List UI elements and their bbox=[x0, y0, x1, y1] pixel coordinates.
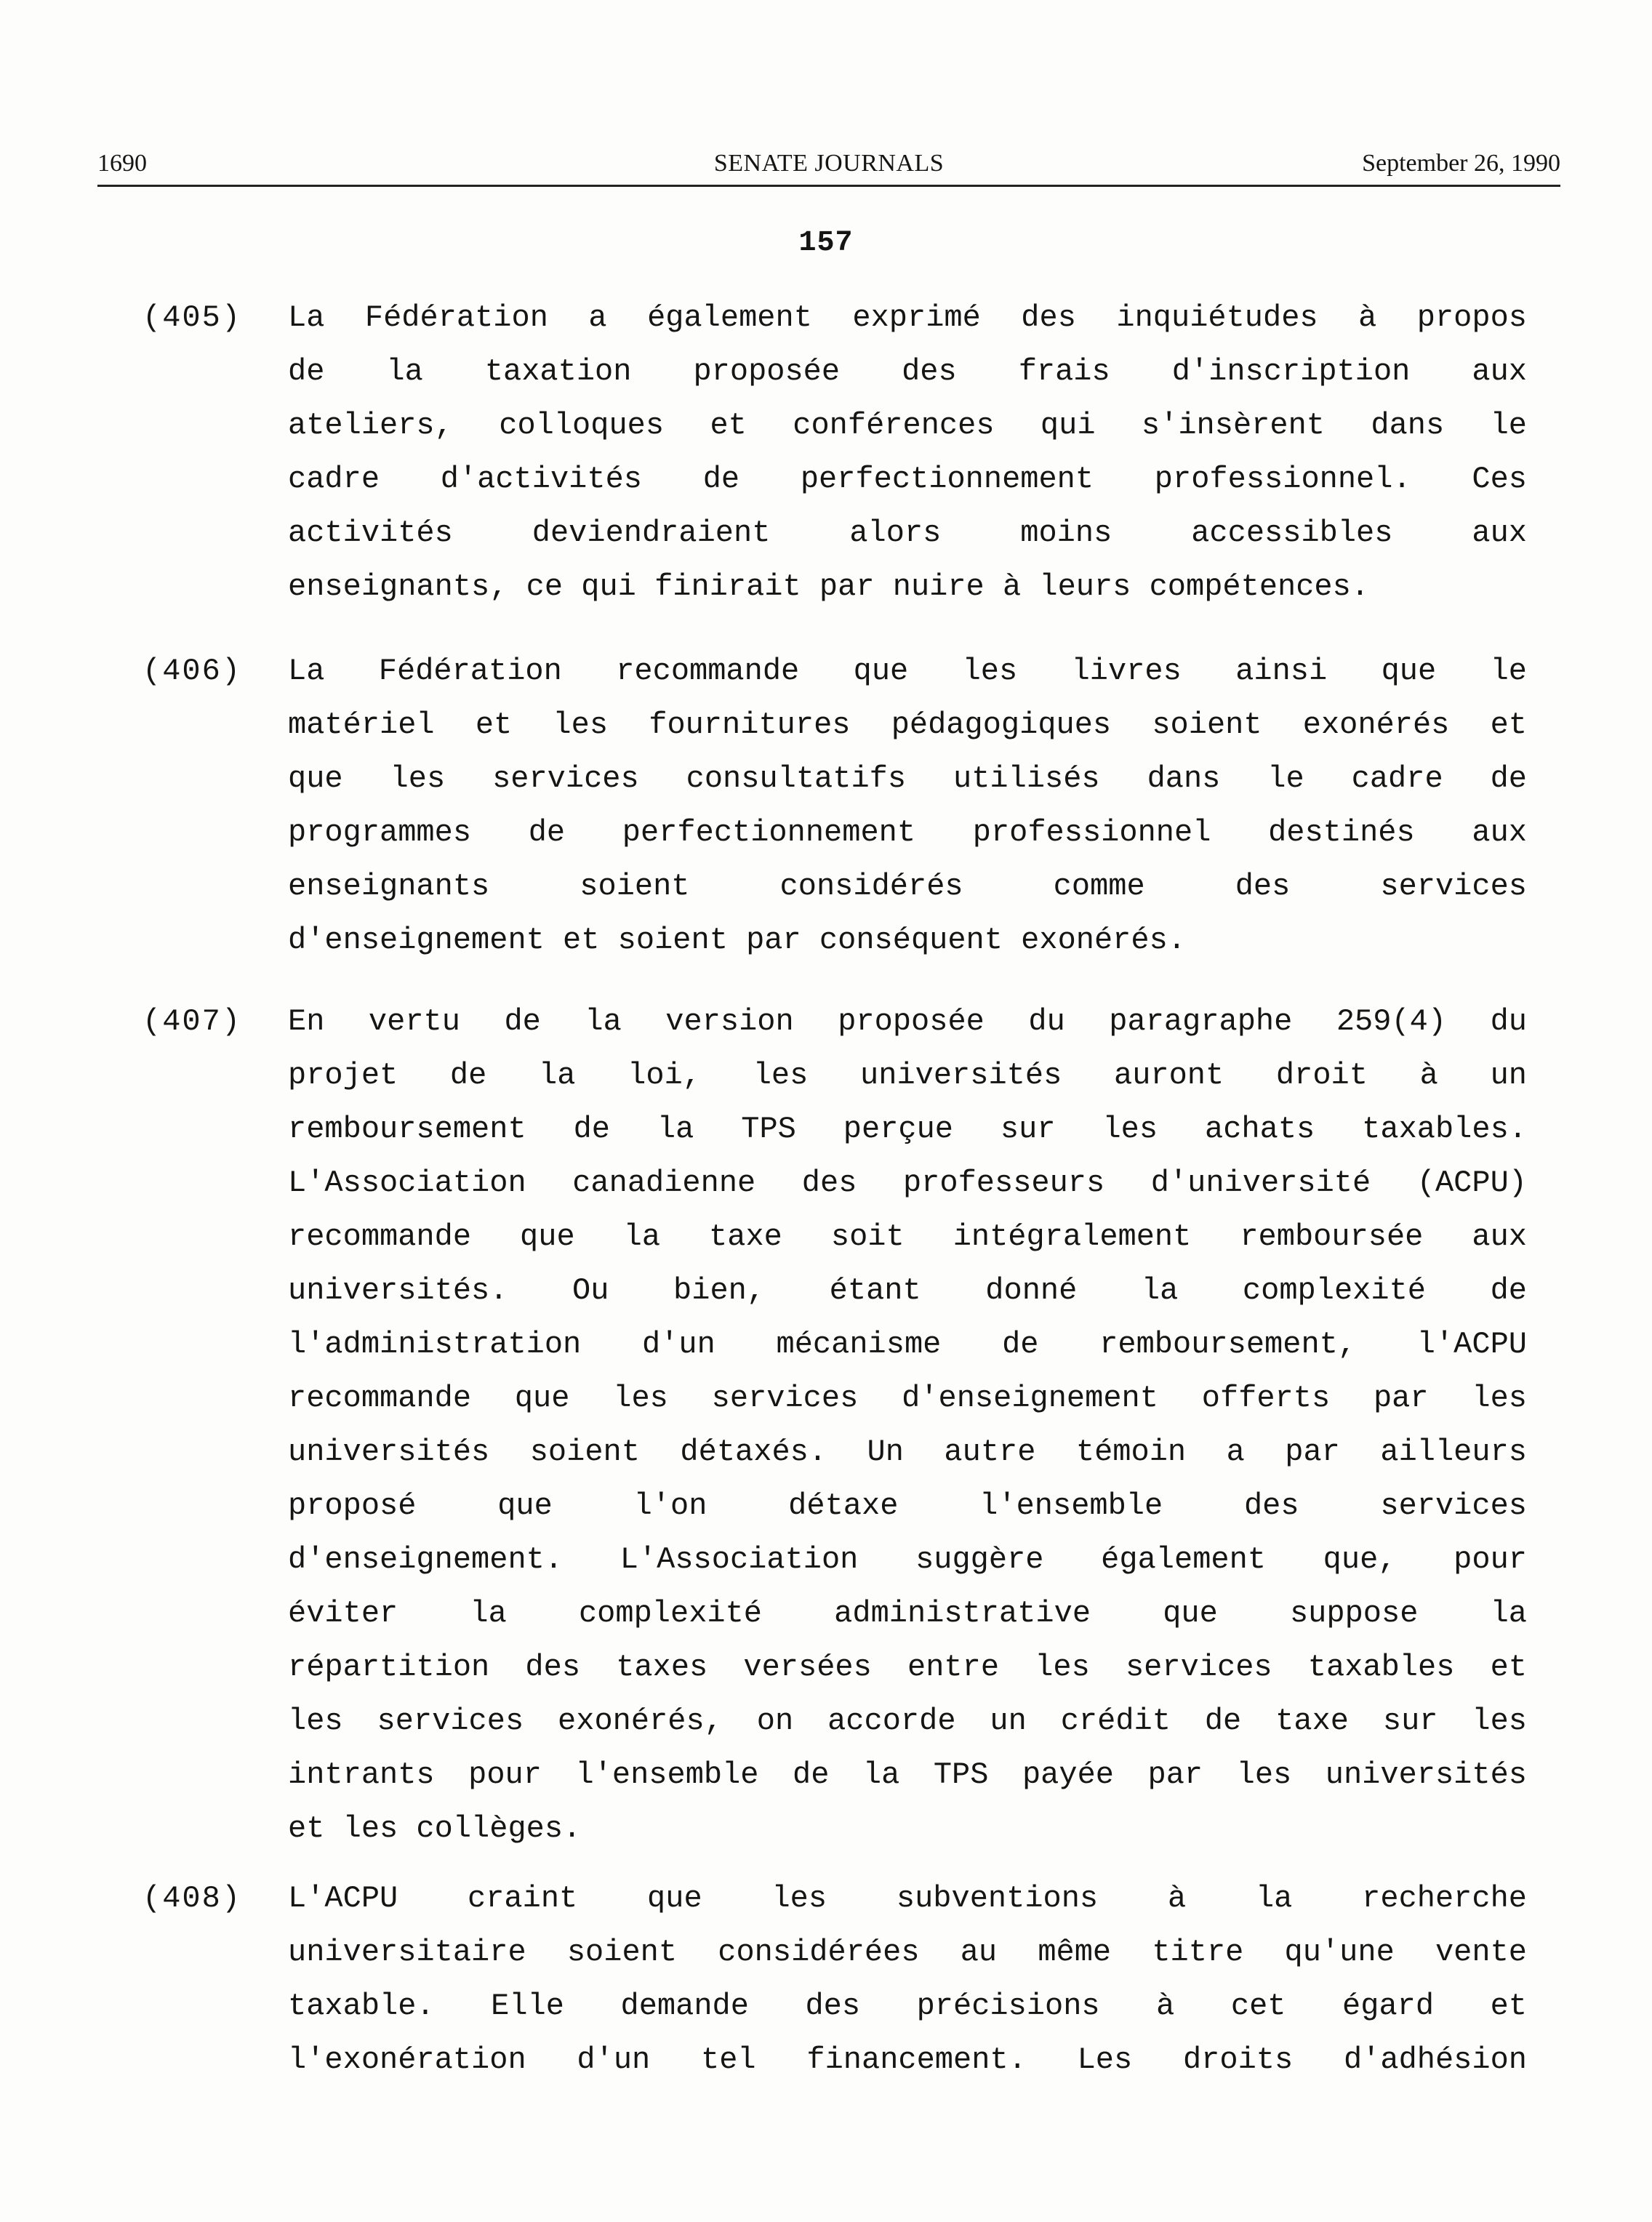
header-journal-title: SENATE JOURNALS bbox=[713, 150, 945, 177]
paragraph-number: (405) bbox=[143, 300, 242, 335]
text-line: l'administration d'un mécanisme de remboursement, l'ACPU bbox=[288, 1327, 1527, 1362]
text-line: La Fédération recommande que les livres ainsi que le bbox=[288, 654, 1527, 689]
text-line: recommande que la taxe soit intégralement remboursée aux bbox=[288, 1219, 1527, 1254]
text-line: La Fédération a également exprimé des inquiétudes à propos bbox=[288, 300, 1527, 335]
text-line: universités. Ou bien, étant donné la complexité de bbox=[288, 1273, 1527, 1308]
text-line: répartition des taxes versées entre les services taxables et bbox=[288, 1650, 1527, 1685]
text-line: intrants pour l'ensemble de la TPS payée par les universités bbox=[288, 1757, 1527, 1792]
text-line: activités deviendraient alors moins accessibles aux bbox=[288, 516, 1527, 550]
text-line: programmes de perfectionnement professionnel destinés aux bbox=[288, 815, 1527, 850]
paragraph-text bbox=[288, 1872, 1527, 2087]
paragraph-407 bbox=[143, 995, 1539, 1856]
paragraph-406 bbox=[143, 644, 1539, 967]
text-line: l'exonération d'un tel financement. Les droits d'adhésion bbox=[288, 2042, 1527, 2077]
text-line: En vertu de la version proposée du paragraphe 259(4) du bbox=[288, 1004, 1527, 1039]
text-line: cadre d'activités de perfectionnement professionnel. Ces bbox=[288, 462, 1527, 497]
paragraph-number: (406) bbox=[143, 654, 242, 689]
text-line: remboursement de la TPS perçue sur les achats taxables. bbox=[288, 1112, 1527, 1147]
page-number: 157 bbox=[798, 227, 854, 260]
text-line: et les collèges. bbox=[288, 1811, 582, 1846]
running-header bbox=[97, 143, 1560, 187]
text-line: d'enseignement. L'Association suggère également que, pour bbox=[288, 1542, 1527, 1577]
text-line: universités soient détaxés. Un autre témoin a par ailleurs bbox=[288, 1435, 1527, 1469]
text-line: L'ACPU craint que les subventions à la recherche bbox=[288, 1881, 1527, 1916]
header-date: September 26, 1990 bbox=[1362, 150, 1560, 177]
text-line: que les services consultatifs utilisés dans le cadre de bbox=[288, 761, 1527, 796]
paragraph-text bbox=[288, 995, 1527, 1856]
paragraph-408 bbox=[143, 1872, 1539, 2087]
text-line: éviter la complexité administrative que suppose la bbox=[288, 1596, 1527, 1631]
text-line: taxable. Elle demande des précisions à cet égard et bbox=[288, 1989, 1527, 2024]
text-line: enseignants, ce qui finirait par nuire à leurs compétences. bbox=[288, 569, 1370, 604]
text-line: de la taxation proposée des frais d'inscription aux bbox=[288, 354, 1527, 389]
text-line: ateliers, colloques et conférences qui s'insèrent dans le bbox=[288, 408, 1527, 443]
paragraph-number: (408) bbox=[143, 1881, 242, 1916]
text-line: L'Association canadienne des professeurs d'université (ACPU) bbox=[288, 1166, 1527, 1200]
text-line: matériel et les fournitures pédagogiques soient exonérés et bbox=[288, 707, 1527, 742]
text-line: universitaire soient considérées au même titre qu'une vente bbox=[288, 1935, 1527, 1970]
text-line: d'enseignement et soient par conséquent exonérés. bbox=[288, 923, 1187, 958]
text-line: enseignants soient considérés comme des services bbox=[288, 869, 1527, 904]
text-line: projet de la loi, les universités auront droit à un bbox=[288, 1058, 1527, 1093]
text-line: proposé que l'on détaxe l'ensemble des services bbox=[288, 1488, 1527, 1523]
header-page-reference: 1690 bbox=[97, 150, 147, 177]
paragraph-text bbox=[288, 291, 1527, 614]
paragraph-405 bbox=[143, 291, 1539, 614]
paragraph-text bbox=[288, 644, 1527, 967]
text-line: recommande que les services d'enseignement offerts par les bbox=[288, 1381, 1527, 1416]
text-line: les services exonérés, on accorde un crédit de taxe sur les bbox=[288, 1704, 1527, 1738]
paragraph-number: (407) bbox=[143, 1004, 242, 1039]
